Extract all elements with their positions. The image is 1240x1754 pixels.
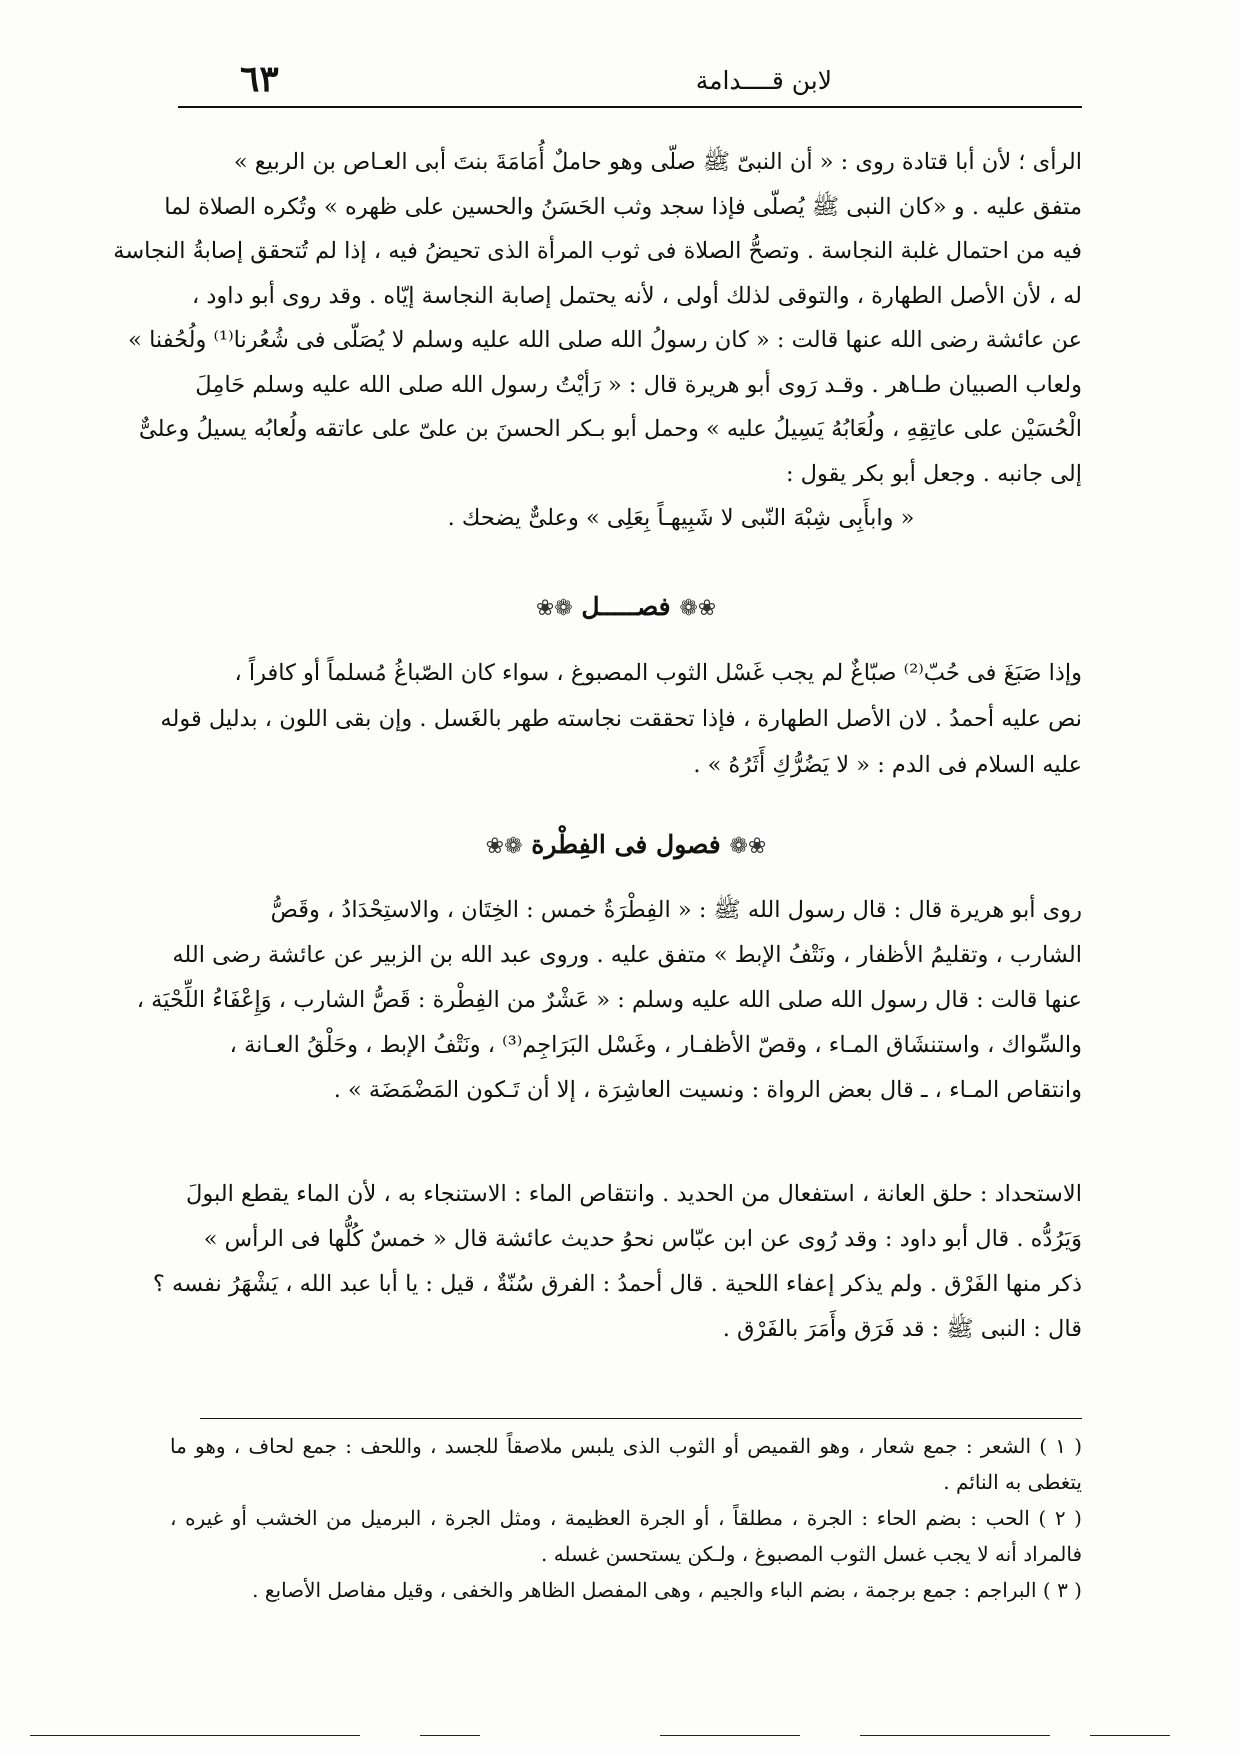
footnotes <box>170 1428 1082 1608</box>
bottom-rule <box>660 1735 800 1736</box>
footnote-2: ( ٢ ) الحب : بضم الحاء : الجرة ، مطلقاً ، أو الجرة العظيمة ، ومثل الجرة ، البرميل من الخشب أو غيره ، فالمراد أنه لا يجب غسل الثوب المصبوغ ، ولـكن يستحسن غسله . <box>170 1506 1082 1566</box>
text-line: نص عليه أحمدُ . لان الأصل الطهارة ، فإذا تحققت نجاسته طهر بالغَسل . وإن بقى اللون ، بدليل قوله <box>160 706 1082 732</box>
footnote-divider <box>200 1418 1082 1419</box>
text-line: وانتقاص المـاء ، ـ قال بعض الرواة : ونسيت العاشِرَة ، إلا أن تَـكون المَضْمَضَة » . <box>333 1077 1082 1103</box>
body-paragraph-4 <box>152 1172 1082 1352</box>
section-title: فصـــــل <box>581 592 671 621</box>
body-paragraph-3 <box>136 888 1082 1113</box>
text-line: ولعاب الصبيان طـاهر . وقـد رَوى أبو هريرة قال : « رَأيْتُ رسول الله صلى الله عليه وسلم حَامِلَ <box>195 371 1082 398</box>
text-line: الْحُسَيْن على عاتِقِهِ ، ولُعَابُهُ يَسِيلُ عليه » وحمل أبو بـكر الحسنَ بن علىّ على عاتقه ولُعابُه يسيلُ وعلىٌّ <box>138 416 1082 442</box>
body-paragraph-1 <box>113 140 1082 541</box>
text-line: عنها قالت : قال رسول الله صلى الله عليه وسلم : « عَشْرٌ من الفِطْرة : قَصُّ الشارب ، وَإِعْفَاءُ اللِّحْيَة ، <box>136 987 1082 1013</box>
bottom-rule <box>1090 1735 1170 1736</box>
text-line: الاستحداد : حلق العانة ، استفعال من الحديد . وانتقاص الماء : الاستنجاء به ، لأن الماء يقطع البولَ <box>185 1181 1082 1207</box>
bottom-rule <box>30 1735 360 1736</box>
bottom-rule <box>860 1735 1050 1736</box>
text-line: إلى جانبه . وجعل أبو بكر يقول : <box>785 460 1082 487</box>
ornament-icon: ❁❀ <box>485 834 523 859</box>
text-line: والسِّواك ، واستنشَاق المـاء ، وقصّ الأظفـار ، وغَسْل البَرَاجِم⁽³⁾ ، ونَتْفُ الإبط ، وحَلْقُ العـانة ، <box>229 1032 1082 1058</box>
text-line: له ، لأن الأصل الطهارة ، والتوقى لذلك أولى ، لأنه يحتمل إصابة النجاسة إيّاه . وقد روى أبو داود ، <box>191 282 1082 309</box>
section-title: فصول فى الفِطْرة <box>531 830 721 859</box>
section-heading-fasl <box>170 592 1082 621</box>
ornament-icon: ❀❁ <box>679 596 717 621</box>
footnote-3: ( ٣ ) البراجم : جمع برجمة ، بضم الباء والجيم ، وهى المفصل الظاهر والخفى ، وقيل مفاصل الأصابع . <box>252 1578 1082 1602</box>
text-line: متفق عليه . و «كان النبى ﷺ يُصلّى فإذا سجد وثب الحَسَنُ والحسين على ظهره » وتُكره الصلاة لما <box>164 193 1082 220</box>
page-number: ٦٣ <box>240 58 279 100</box>
text-line: وإذا صَبَغَ فى حُبّ⁽²⁾ صبّاغٌ لم يجب غَسْل الثوب المصبوغ ، سواء كان الصّباغُ مُسلماً أو كافراً ، <box>234 660 1082 686</box>
ornament-icon: ❁❀ <box>535 596 573 621</box>
text-line: روى أبو هريرة قال : قال رسول الله ﷺ : « الفِطْرَةُ خمس : الخِتَان ، والاستِحْدَادُ ، وقَصُّ <box>270 897 1082 923</box>
bottom-rule <box>420 1735 480 1736</box>
text-line: فيه من احتمال غلبة النجاسة . وتصحُّ الصلاة فى ثوب المرأة الذى تحيضُ فيه ، إذا لم تُتحقق إصابةُ النجاسة <box>113 238 1082 264</box>
text-line: الشارب ، وتقليمُ الأظفار ، ونَتْفُ الإبط » متفق عليه . وروى عبد الله بن الزبير عن عائشة رضى الله <box>172 942 1082 968</box>
text-line: ذكر منها الفَرْق . ولم يذكر إعفاء اللحية . قال أحمدُ : الفرق سُنّةٌ ، قيل : يا أبا عبد الله ، يَشْهَرُ نفسه ؟ <box>152 1271 1082 1297</box>
verse-line: « وابأَبِى شِبْهَ النّبى لا شَبِيهـاً بِعَلِى » وعلىٌّ يضحك . <box>447 505 915 531</box>
text-line: عن عائشة رضى الله عنها قالت : « كان رسولُ الله صلى الله عليه وسلم لا يُصَلّى فى شُعُرنا⁽¹⁾ ولُحُفنا » <box>128 327 1082 353</box>
page-header <box>178 58 1082 108</box>
text-line: قال : النبى ﷺ : قد فَرَق وأَمَرَ بالفَرْق . <box>722 1316 1082 1342</box>
ornament-icon: ❀❁ <box>729 834 767 859</box>
text-line: عليه السلام فى الدم : « لا يَضُرُّكِ أَثَرُهُ » . <box>693 752 1082 778</box>
running-title: لابن قــــدامة <box>695 66 832 95</box>
text-line: وَيَرُدُّه . قال أبو داود : وقد رُوى عن ابن عبّاس نحوُ حديث عائشة قال « خمسٌ كُلُّها فى الرأس » <box>203 1226 1082 1252</box>
body-paragraph-2 <box>160 650 1082 788</box>
section-heading-fitra <box>170 830 1082 859</box>
text-line: الرأى ؛ لأن أبا قتادة روى : « أن النبىّ ﷺ صلّى وهو حاملٌ أُمَامَةَ بنتَ أبى العـاص بن الربيع » <box>233 149 1082 175</box>
footnote-1: ( ١ ) الشعر : جمع شعار ، وهو القميص أو الثوب الذى يلبس ملاصقاً للجسد ، واللحف : جمع لحاف ، وهو ما يتغطى به النائم . <box>170 1434 1082 1494</box>
